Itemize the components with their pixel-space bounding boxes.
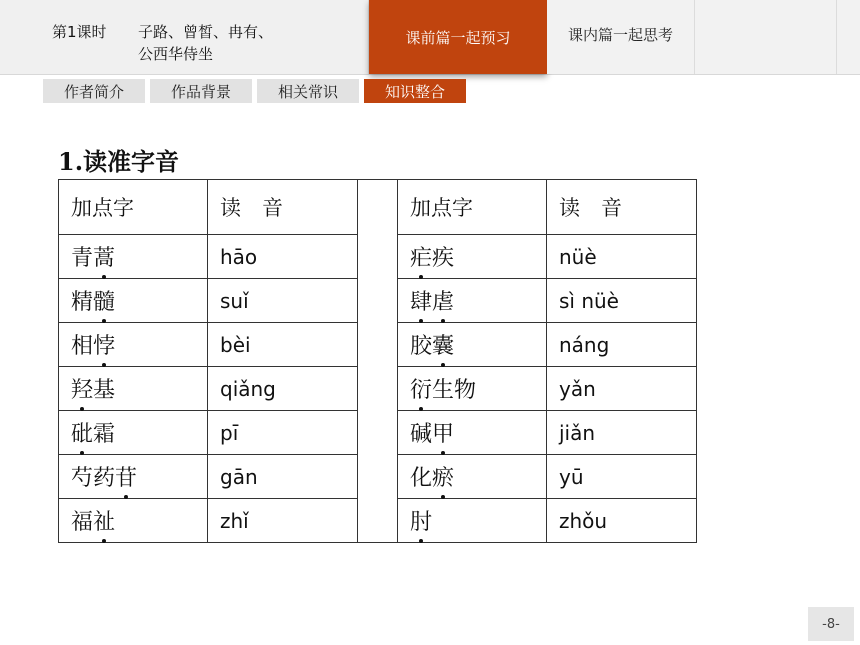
header-empty-cell-end bbox=[837, 0, 860, 74]
word-cell bbox=[59, 279, 208, 323]
word-text bbox=[410, 510, 432, 535]
pinyin-cell: pī bbox=[208, 411, 358, 455]
word-suffix: 基 bbox=[93, 378, 116, 403]
lesson-number: 第1课时 bbox=[52, 23, 107, 41]
section-title: 1.读准字音 bbox=[58, 147, 180, 176]
pinyin-cell: suǐ bbox=[208, 279, 358, 323]
word-cell bbox=[398, 323, 547, 367]
dotted-character: 肆 bbox=[410, 285, 432, 316]
word-cell bbox=[59, 235, 208, 279]
dotted-character: 甲 bbox=[432, 417, 454, 448]
dotted-character: 衍 bbox=[410, 373, 432, 404]
dotted-character: 蒿 bbox=[93, 241, 115, 272]
pinyin-cell: bèi bbox=[208, 323, 358, 367]
page-number: -8- bbox=[808, 607, 854, 641]
word-suffix: 生物 bbox=[432, 378, 477, 403]
table-row bbox=[59, 411, 358, 455]
word-suffix: 霜 bbox=[93, 422, 116, 447]
word-text bbox=[410, 290, 454, 315]
header-word: 加点字 bbox=[398, 180, 547, 235]
dotted-character: 苷 bbox=[115, 461, 137, 492]
table-row bbox=[398, 455, 697, 499]
dotted-character bbox=[410, 290, 454, 315]
pinyin-cell: zhǐ bbox=[208, 499, 358, 543]
dotted-character: 髓 bbox=[93, 285, 115, 316]
word-prefix: 相 bbox=[71, 334, 94, 359]
dotted-character: 砒 bbox=[71, 417, 93, 448]
table-row bbox=[59, 455, 358, 499]
word-cell bbox=[59, 499, 208, 543]
table-row bbox=[398, 411, 697, 455]
word-cell bbox=[398, 499, 547, 543]
word-cell bbox=[59, 455, 208, 499]
dotted-character: 瘀 bbox=[432, 461, 454, 492]
table-row bbox=[398, 279, 697, 323]
word-cell bbox=[59, 367, 208, 411]
word-text bbox=[410, 246, 454, 271]
word-text bbox=[71, 246, 115, 271]
header-pron: 读 音 bbox=[208, 180, 358, 235]
pinyin-cell: sì nüè bbox=[547, 279, 697, 323]
table-row bbox=[59, 499, 358, 543]
lesson-title bbox=[138, 21, 273, 65]
word-text bbox=[71, 422, 115, 447]
table-row bbox=[59, 367, 358, 411]
word-text bbox=[410, 378, 476, 403]
word-cell bbox=[398, 235, 547, 279]
table-gap bbox=[357, 179, 397, 543]
word-text bbox=[410, 422, 454, 447]
word-prefix: 胶 bbox=[410, 334, 433, 359]
word-text bbox=[410, 466, 454, 491]
word-text bbox=[71, 510, 115, 535]
word-prefix: 化 bbox=[410, 466, 433, 491]
word-cell bbox=[59, 411, 208, 455]
table-row bbox=[398, 323, 697, 367]
word-prefix: 福 bbox=[71, 510, 94, 535]
table-header-row bbox=[59, 180, 358, 235]
word-cell bbox=[398, 411, 547, 455]
pinyin-cell: nüè bbox=[547, 235, 697, 279]
tab-preview[interactable]: 课前篇一起预习 bbox=[369, 0, 547, 74]
subtab-author[interactable]: 作者简介 bbox=[43, 79, 145, 103]
table-row bbox=[59, 235, 358, 279]
header-pron: 读 音 bbox=[547, 180, 697, 235]
word-suffix: 疾 bbox=[432, 246, 455, 271]
word-text bbox=[71, 378, 115, 403]
dotted-character: 祉 bbox=[93, 505, 115, 536]
word-prefix: 芍药 bbox=[71, 466, 116, 491]
top-header bbox=[0, 0, 860, 75]
dotted-character: 疟 bbox=[410, 241, 432, 272]
word-prefix: 青 bbox=[71, 246, 94, 271]
subtab-background[interactable]: 作品背景 bbox=[150, 79, 252, 103]
word-cell bbox=[398, 367, 547, 411]
dotted-character: 羟 bbox=[71, 373, 93, 404]
pinyin-cell: yǎn bbox=[547, 367, 697, 411]
lesson-title-line1: 子路、曾皙、冉有、 bbox=[138, 23, 274, 41]
pinyin-cell: hāo bbox=[208, 235, 358, 279]
word-cell bbox=[398, 279, 547, 323]
pinyin-cell: náng bbox=[547, 323, 697, 367]
pinyin-cell: jiǎn bbox=[547, 411, 697, 455]
subtab-knowledge-integration[interactable]: 知识整合 bbox=[364, 79, 466, 103]
dotted-character: 肘 bbox=[410, 505, 432, 536]
word-prefix: 精 bbox=[71, 290, 94, 315]
word-text bbox=[71, 466, 137, 491]
table-header-row bbox=[398, 180, 697, 235]
word-text bbox=[71, 290, 115, 315]
pinyin-cell: yū bbox=[547, 455, 697, 499]
pinyin-cell: gān bbox=[208, 455, 358, 499]
table-row bbox=[398, 367, 697, 411]
lesson-title-line2: 公西华侍坐 bbox=[138, 45, 214, 63]
header-empty-cell bbox=[696, 0, 837, 74]
pronunciation-table-right bbox=[397, 179, 697, 543]
word-text bbox=[410, 334, 454, 359]
pinyin-cell: qiǎng bbox=[208, 367, 358, 411]
word-cell bbox=[59, 323, 208, 367]
word-cell bbox=[398, 455, 547, 499]
table-row bbox=[59, 323, 358, 367]
dotted-character: 悖 bbox=[93, 329, 115, 360]
table-row bbox=[398, 499, 697, 543]
pinyin-cell: zhǒu bbox=[547, 499, 697, 543]
word-text bbox=[71, 334, 115, 359]
subtab-common-knowledge[interactable]: 相关常识 bbox=[257, 79, 359, 103]
pronunciation-table-left bbox=[58, 179, 358, 543]
lesson-title-panel bbox=[0, 0, 369, 74]
dotted-character: 虐 bbox=[432, 285, 454, 316]
table-row bbox=[398, 235, 697, 279]
table-row bbox=[59, 279, 358, 323]
header-word: 加点字 bbox=[59, 180, 208, 235]
word-prefix: 碱 bbox=[410, 422, 433, 447]
tab-think[interactable]: 课内篇一起思考 bbox=[547, 0, 695, 74]
dotted-character: 囊 bbox=[432, 329, 454, 360]
